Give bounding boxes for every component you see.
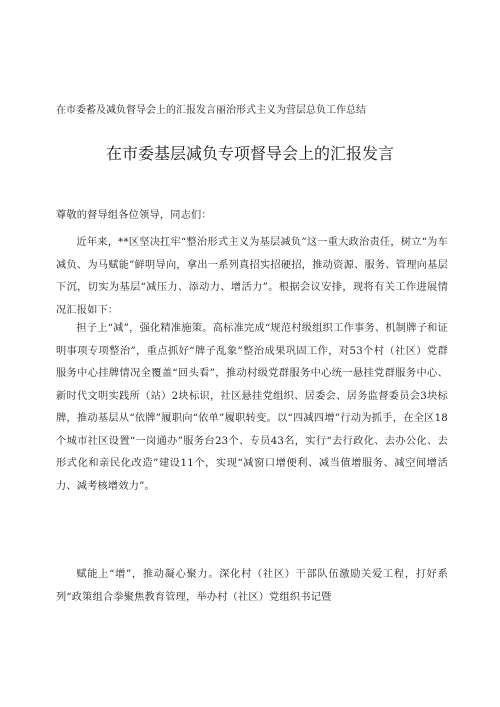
paragraph-intro: 近年来，**区坚决扛牢“整治形式主义为基层减负”这一重大政治责任，树立“为车减负、为马赋能”鲜明导向，拿出一系列真招实招硬招，推动资源、服务、管理向基层下沉，切实为基层“减压力、添动力、增活力”。根据会议安排，现将有关工作进展情况汇报如下： [56, 237, 448, 316]
document-title: 在市委基层减负专项督导会上的汇报发言 [105, 144, 394, 163]
salutation: 尊敬的督导组各位领导，同志们： [56, 210, 212, 221]
paragraph-reduce-burden: 担子上“减”，强化精准施策。高标准完成“规范村级组织工作事务、机制牌子和证明事项专项整治”，重点抓好“牌子乱象”整治成果巩固工作，对53个村（社区）党群服务中心挂牌情况全覆盖“回头看”，推动村级党群服务中心统一悬挂党群服务中心、新时代文明实践所（站）2块标识，社区悬挂党组织、居委会、居务监督委员会3块标牌，推动基层从“依牌”履职向“依单”履职转变。以“四减四增”行动为抓手，在全区18个城市社区设置“一岗通办”服务台23个、专员43名，实行“去行政化、去办公化、去形式化和亲民化改造”建设11个，实现“减窗口增便利、减当值增服务、减空间增活力、减考核增效力”。 [56, 323, 448, 492]
paragraph-empower: 赋能上“增”，推动凝心聚力。深化村（社区）干部队伍激励关爱工程，打好系列“政策组合拳聚焦教育管理，举办村（社区）党组织书记暨 [56, 569, 448, 603]
document-header: 在市委蓄及减负督导会上的汇报发言丽治形式主义为营层总负工作总结 [56, 105, 366, 116]
